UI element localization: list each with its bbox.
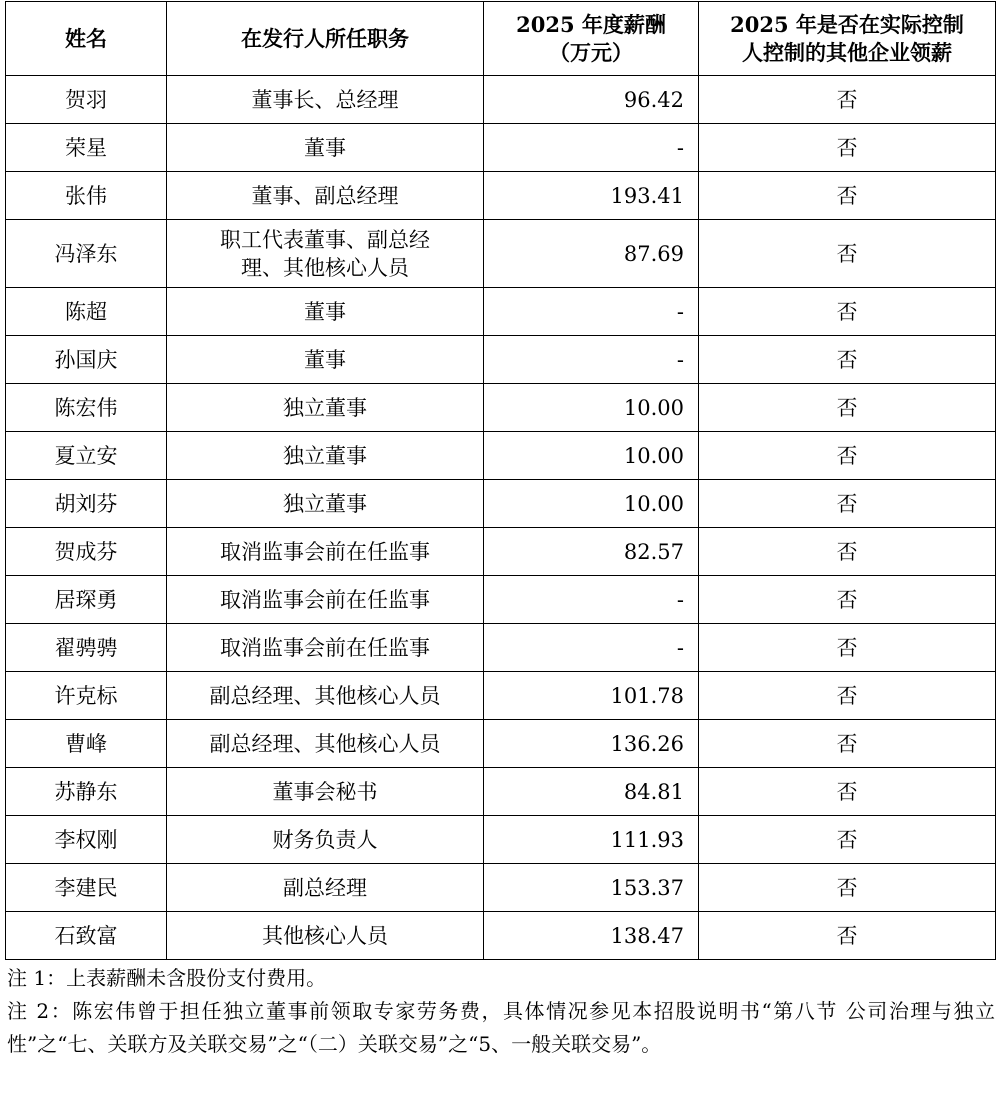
header-flag — [699, 2, 996, 76]
cell-name: 苏静东 — [6, 768, 167, 816]
cell-position: 董事 — [167, 124, 484, 172]
table-row — [6, 528, 996, 576]
cell-flag: 否 — [699, 672, 996, 720]
cell-flag: 否 — [699, 720, 996, 768]
cell-flag: 否 — [699, 76, 996, 124]
table-row — [6, 624, 996, 672]
cell-flag: 否 — [699, 432, 996, 480]
cell-position: 取消监事会前在任监事 — [167, 576, 484, 624]
cell-flag: 否 — [699, 288, 996, 336]
cell-pay: 82.57 — [484, 528, 699, 576]
cell-pay: 111.93 — [484, 816, 699, 864]
cell-flag: 否 — [699, 124, 996, 172]
cell-position: 董事会秘书 — [167, 768, 484, 816]
cell-name: 许克标 — [6, 672, 167, 720]
cell-pay: - — [484, 124, 699, 172]
cell-pay: 10.00 — [484, 480, 699, 528]
cell-position: 董事、副总经理 — [167, 172, 484, 220]
cell-name: 冯泽东 — [6, 220, 167, 288]
cell-pay: 101.78 — [484, 672, 699, 720]
cell-flag: 否 — [699, 220, 996, 288]
cell-name: 贺羽 — [6, 76, 167, 124]
table-row — [6, 432, 996, 480]
table-row — [6, 672, 996, 720]
cell-pay: 153.37 — [484, 864, 699, 912]
cell-flag: 否 — [699, 864, 996, 912]
table-row — [6, 912, 996, 960]
note-2: 注 2：陈宏伟曾于担任独立董事前领取专家劳务费，具体情况参见本招股说明书“第八节 公司治理与独立性”之“七、关联方及关联交易”之“（二）关联交易”之“5、一般关联交易”。 — [7, 999, 995, 1056]
header-name: 姓名 — [6, 2, 167, 76]
cell-flag: 否 — [699, 336, 996, 384]
cell-flag: 否 — [699, 528, 996, 576]
cell-pay: - — [484, 624, 699, 672]
cell-name: 翟骋骋 — [6, 624, 167, 672]
table-row — [6, 172, 996, 220]
cell-position: 独立董事 — [167, 480, 484, 528]
table-row — [6, 768, 996, 816]
cell-position — [167, 220, 484, 288]
cell-position: 董事 — [167, 336, 484, 384]
cell-pay: 10.00 — [484, 384, 699, 432]
cell-flag: 否 — [699, 576, 996, 624]
cell-position: 副总经理、其他核心人员 — [167, 672, 484, 720]
cell-position-line2: 理、其他核心人员 — [241, 255, 409, 280]
cell-pay: 138.47 — [484, 912, 699, 960]
cell-flag: 否 — [699, 384, 996, 432]
header-pay-line2: （万元） — [549, 39, 633, 65]
cell-name: 曹峰 — [6, 720, 167, 768]
cell-name: 李建民 — [6, 864, 167, 912]
cell-flag: 否 — [699, 172, 996, 220]
cell-name: 夏立安 — [6, 432, 167, 480]
cell-position: 董事长、总经理 — [167, 76, 484, 124]
cell-name: 胡刘芬 — [6, 480, 167, 528]
cell-position: 独立董事 — [167, 432, 484, 480]
table-row — [6, 720, 996, 768]
cell-pay: - — [484, 336, 699, 384]
cell-pay: 84.81 — [484, 768, 699, 816]
header-pay — [484, 2, 699, 76]
header-flag-line2: 人控制的其他企业领薪 — [742, 39, 952, 65]
table-row — [6, 76, 996, 124]
cell-pay: 10.00 — [484, 432, 699, 480]
table-row — [6, 864, 996, 912]
header-flag-line1: 2025 年是否在实际控制 — [730, 11, 964, 37]
cell-pay: 193.41 — [484, 172, 699, 220]
compensation-table — [5, 1, 996, 960]
cell-position: 取消监事会前在任监事 — [167, 528, 484, 576]
cell-position: 独立董事 — [167, 384, 484, 432]
cell-position: 副总经理、其他核心人员 — [167, 720, 484, 768]
header-position: 在发行人所任职务 — [167, 2, 484, 76]
table-notes — [7, 962, 995, 1061]
cell-pay: 87.69 — [484, 220, 699, 288]
cell-flag: 否 — [699, 480, 996, 528]
cell-position: 取消监事会前在任监事 — [167, 624, 484, 672]
cell-pay: 96.42 — [484, 76, 699, 124]
header-pay-line1: 2025 年度薪酬 — [516, 11, 666, 37]
cell-position: 财务负责人 — [167, 816, 484, 864]
cell-position: 董事 — [167, 288, 484, 336]
table-header-row — [6, 2, 996, 76]
table-row — [6, 124, 996, 172]
cell-flag: 否 — [699, 816, 996, 864]
table-row — [6, 480, 996, 528]
table-row — [6, 220, 996, 288]
table-row — [6, 384, 996, 432]
cell-pay: 136.26 — [484, 720, 699, 768]
cell-position: 其他核心人员 — [167, 912, 484, 960]
table-row — [6, 576, 996, 624]
cell-name: 李权刚 — [6, 816, 167, 864]
cell-name: 居琛勇 — [6, 576, 167, 624]
cell-flag: 否 — [699, 912, 996, 960]
cell-name: 孙国庆 — [6, 336, 167, 384]
cell-name: 张伟 — [6, 172, 167, 220]
table-row — [6, 336, 996, 384]
cell-name: 陈宏伟 — [6, 384, 167, 432]
cell-position-line1: 职工代表董事、副总经 — [220, 227, 430, 252]
cell-pay: - — [484, 288, 699, 336]
cell-flag: 否 — [699, 624, 996, 672]
cell-pay: - — [484, 576, 699, 624]
cell-name: 陈超 — [6, 288, 167, 336]
table-row — [6, 816, 996, 864]
cell-flag: 否 — [699, 768, 996, 816]
table-row — [6, 288, 996, 336]
cell-position: 副总经理 — [167, 864, 484, 912]
cell-name: 贺成芬 — [6, 528, 167, 576]
cell-name: 石致富 — [6, 912, 167, 960]
note-1: 注 1：上表薪酬未含股份支付费用。 — [7, 966, 327, 990]
cell-name: 荣星 — [6, 124, 167, 172]
